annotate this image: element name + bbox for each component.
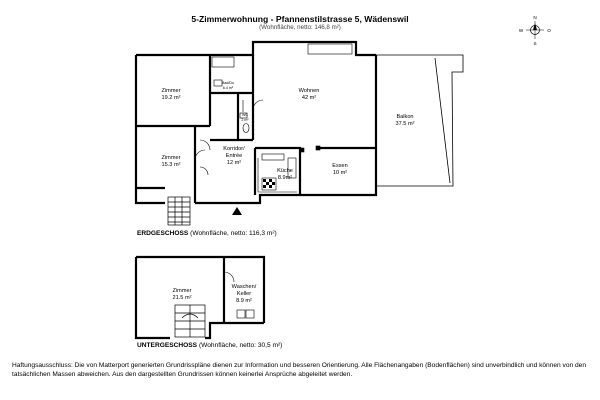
ground-floor (136, 42, 376, 203)
ground-floor-area: (Wohnfläche, netto: 116,3 m²) (190, 230, 277, 237)
room-ug-zimmer-area: 21.5 m² (172, 295, 192, 301)
room-korridor-name: Korridor/ (223, 146, 245, 152)
compass-n: N (533, 15, 537, 20)
room-essen-name: Essen (332, 163, 348, 169)
room-bad-name: Bad/Du (222, 81, 234, 85)
room-wohnen-area: 42 m² (301, 95, 317, 101)
balcony (376, 55, 463, 186)
basement-floor-label (137, 342, 282, 349)
room-zimmer1-area: 19.2 m² (161, 95, 181, 101)
sink-icon (214, 80, 222, 86)
stairs-icon (168, 197, 190, 225)
disclaimer-text: Haftungsausschluss: Die von Matterport generierten Grundrisspläne dienen zur Information und besseren Orientierung. Alle Flächenangaben (Bodenflächen) sind unverbindlich und können von den tatsächlichen Massen abweichen. Aus den dargestellten Grundrissen können keinerlei Ansprüche abgeleitet werden. (12, 362, 587, 378)
compass-o: O (547, 28, 551, 33)
basement-floor-name: UNTERGESCHOSS (137, 342, 198, 349)
room-korridor-area: 12 m² (226, 160, 242, 166)
room-zimmer2-area: 15.3 m² (161, 162, 181, 168)
compass-w: W (518, 28, 524, 33)
plan-title: 5-Zimmerwohnung - Pfannenstilstrasse 5, Wädenswil (191, 14, 409, 24)
room-wc-area: 2 m² (241, 118, 249, 122)
room-balkon-area: 37.5 m² (395, 121, 415, 127)
room-essen-area: 10 m² (332, 170, 348, 176)
room-balkon-name: Balkon (396, 114, 414, 120)
room-bad-area: 6.4 m² (222, 86, 234, 90)
entrance-icon (232, 207, 242, 215)
basement-stairs-icon (175, 305, 205, 337)
basement-floor-area: (Wohnfläche, netto: 30,5 m²) (198, 342, 283, 349)
room-ug-zimmer-name: Zimmer (172, 288, 192, 294)
room-kueche-area: 8.9m² (277, 175, 293, 181)
room-ug-waschen-name2: Keller (236, 291, 252, 297)
dryer-icon (246, 310, 254, 318)
room-wohnen-name: Wohnen (298, 88, 320, 94)
plan-subtitle: (Wohnfläche, netto: 146,8 m²) (259, 24, 341, 31)
room-kueche-name: Küche (277, 168, 293, 174)
room-korridor-name2: Entrée (225, 153, 243, 159)
room-ug-waschen-name: Waschen/ (231, 284, 257, 290)
ground-floor-name: ERDGESCHOSS (137, 230, 189, 237)
room-zimmer1-name: Zimmer (161, 88, 181, 94)
toilet-icon (243, 124, 249, 133)
ground-floor-label (137, 230, 277, 237)
room-wc-name: WC (242, 113, 248, 117)
room-zimmer2-name: Zimmer (161, 155, 181, 161)
compass-icon (519, 15, 551, 46)
washer-icon (237, 310, 245, 318)
stove-icon (262, 178, 276, 190)
bathtub-icon (212, 57, 234, 67)
compass-s: S (533, 41, 537, 46)
room-ug-waschen-area: 8.9 m² (236, 298, 252, 304)
